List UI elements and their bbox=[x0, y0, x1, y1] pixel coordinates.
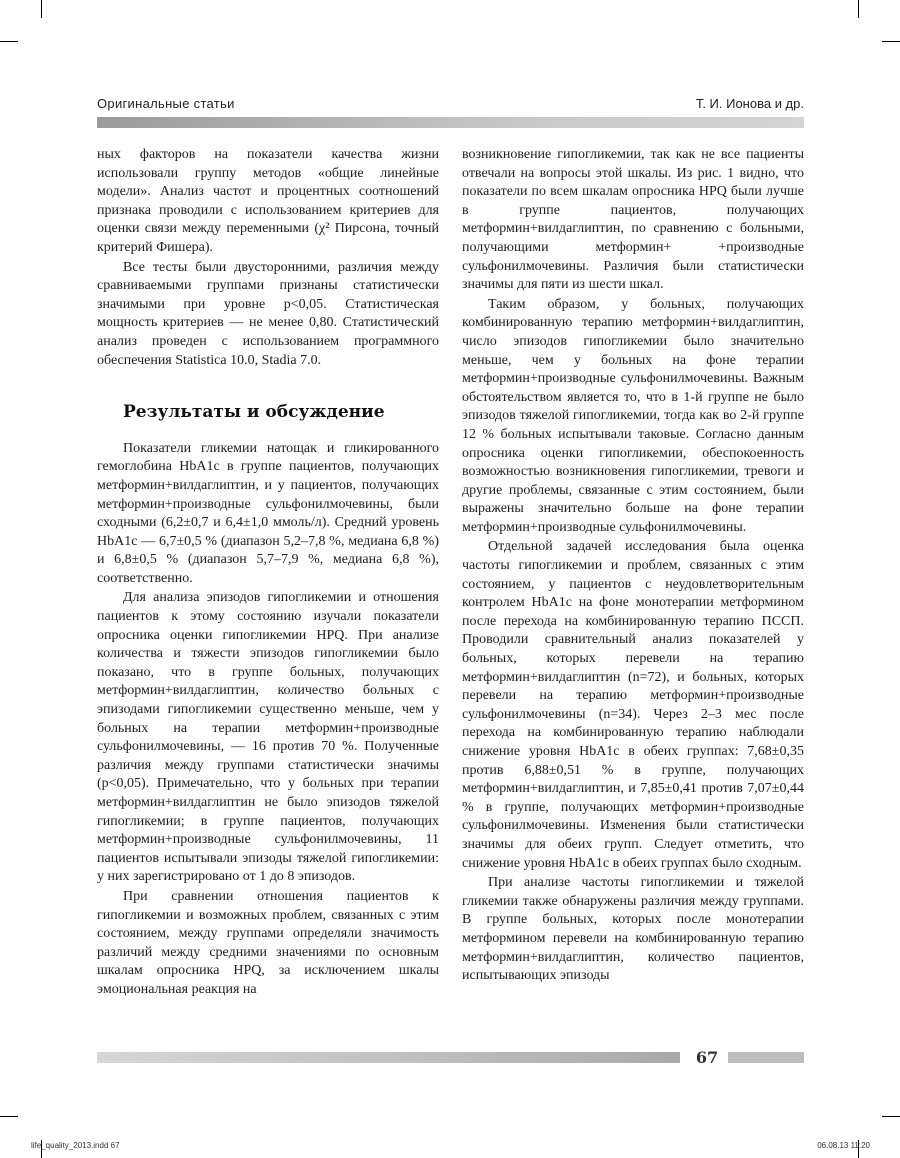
paragraph: Показатели гликемии натощак и гликированного гемоглобина HbA1c в группе пациентов, получающих метформин+вилдаглиптин, и у пациентов, получающих метформин+производные сульфонилмочевины, были сходными (6,2±0,7 и 6,4±1,0 ммоль/л). Средний уровень HbA1c — 6,7±0,5 % (диапазон 5,2–7,8 %, медиана 6,8 %) и 6,8±0,5 % (диапазон 5,7–7,9 %, медиана 6,8 %), соответственно. bbox=[97, 440, 439, 586]
paragraph: При анализе частоты гипогликемии и тяжелой гликемии также обнаружены различия между группами. В группе больных, которых после монотерапии метформином перевели на комбинированную терапию метформин+вилдаглиптин, количество пациентов, испытывающих эпизоды bbox=[462, 875, 804, 984]
right-column bbox=[462, 146, 804, 986]
print-slug-file: life_quality_2013.indd 67 bbox=[31, 1141, 120, 1150]
crop-mark bbox=[882, 1116, 900, 1117]
print-slug-date: 06.08.13 11:20 bbox=[817, 1141, 870, 1150]
left-column bbox=[97, 146, 439, 1000]
paragraph: Отдельной задачей исследования была оценка частоты гипогликемии и проблем, связанных с этим состоянием, у пациентов с неудовлетворительным контролем HbA1c на фоне монотерапии метформином после перехода на комбинированную терапию ПССП. Проводили сравнительный анализ показателей у больных, которых перевели на терапию метформин+вилдаглиптин (n=72), и больных, которых перевели на терапию метформин+производные сульфонилмочевины (n=34). Через 2–3 мес после перехода на комбинированную терапию наблюдали снижение уровня HbA1c в обеих группах: 7,68±0,35 против 6,88±0,51 % в группе, получающих метформин+вилдаглиптин, и 7,85±0,41 против 7,07±0,44 % в группе, получающих метформин+производные сульфонилмочевины. Изменения были статистически значимы для обеих групп. Следует отметить, что снижение уровня HbA1c в обеих группах было сходным. bbox=[462, 539, 804, 871]
crop-mark bbox=[41, 0, 42, 18]
crop-mark bbox=[0, 1116, 18, 1117]
footer-rule-right bbox=[728, 1052, 804, 1063]
paragraph: возникновение гипогликемии, так как не все пациенты отвечали на вопросы этой шкалы. Из рис. 1 видно, что показатели по всем шкалам опросника HPQ были лучше в группе пациентов, получающих метформин+вилдаглиптин, по сравнению с больными, получающими метформин+ +производные сульфонилмочевины. Различия были статистически значимы для пяти из шести шкал. bbox=[462, 147, 804, 293]
paragraph: Все тесты были двусторонними, различия между сравниваемыми группами признаны статистически значимыми при уровне p<0,05. Статистическая мощность критериев — не менее 0,80. Статистический анализ проведен с использованием программного обеспечения Statistica 10.0, Stadia 7.0. bbox=[97, 259, 439, 368]
section-title: Оригинальные статьи bbox=[97, 96, 235, 111]
page-number: 67 bbox=[695, 1048, 719, 1067]
crop-mark bbox=[858, 0, 859, 18]
paragraph: При сравнении отношения пациентов к гипогликемии и возможных проблем, связанных с этим состоянием, между группами определяли значимость различий между средними значениями по основным шкалам опросника HPQ, за исключением шкалы эмоциональная реакция на bbox=[97, 888, 439, 997]
paragraph: ных факторов на показатели качества жизни использовали группу методов «общие линейные модели». Анализ частот и процентных соотношений признака проводили с использованием критериев для оценки связи между переменными (χ² Пирсона, точный критерий Фишера). bbox=[97, 147, 439, 255]
paragraph: Таким образом, у больных, получающих комбинированную терапию метформин+вилдаглиптин, число эпизодов гипогликемии было значительно меньше, чем у больных на фоне терапии метформин+производные сульфонилмочевины. Важным обстоятельством является то, что в 1-й группе не было эпизодов тяжелой гипогликемии, тогда как во 2-й группе 12 % больных испытывали таковые. Согласно данным опросника оценки гипогликемии, обеспокоенность возможностью возникновения гипогликемии, тревоги и другие проблемы, связанные с этим состоянием, были выражены значительно больше на фоне терапии метформин+производные сульфонилмочевины. bbox=[462, 296, 804, 535]
crop-mark bbox=[882, 41, 900, 42]
section-heading: Результаты и обсуждение bbox=[123, 402, 385, 423]
footer-rule bbox=[97, 1052, 680, 1063]
crop-mark bbox=[0, 41, 18, 42]
header-rule bbox=[97, 117, 804, 128]
authors: Т. И. Ионова и др. bbox=[695, 96, 804, 111]
running-head bbox=[97, 96, 804, 114]
paragraph: Для анализа эпизодов гипогликемии и отношения пациентов к этому состоянию изучали показатели опросника оценки гипогликемии HPQ. При анализе количества и тяжести эпизодов гипогликемии было показано, что в группе больных, получающих метформин+вилдаглиптин, количество больных с эпизодами гипогликемии существенно меньше, чем у больных на терапии метформин+производные сульфонилмочевины, — 16 против 70 %. Полученные различия между группами статистически значимы (p<0,05). Примечательно, что у больных при терапии метформин+вилдаглиптин не было эпизодов тяжелой гипогликемии; в группе пациентов, получающих метформин+производные сульфонилмочевины, 11 пациентов испытывали эпизоды тяжелой гипогликемии: у них зарегистрировано от 1 до 8 эпизодов. bbox=[97, 590, 439, 885]
